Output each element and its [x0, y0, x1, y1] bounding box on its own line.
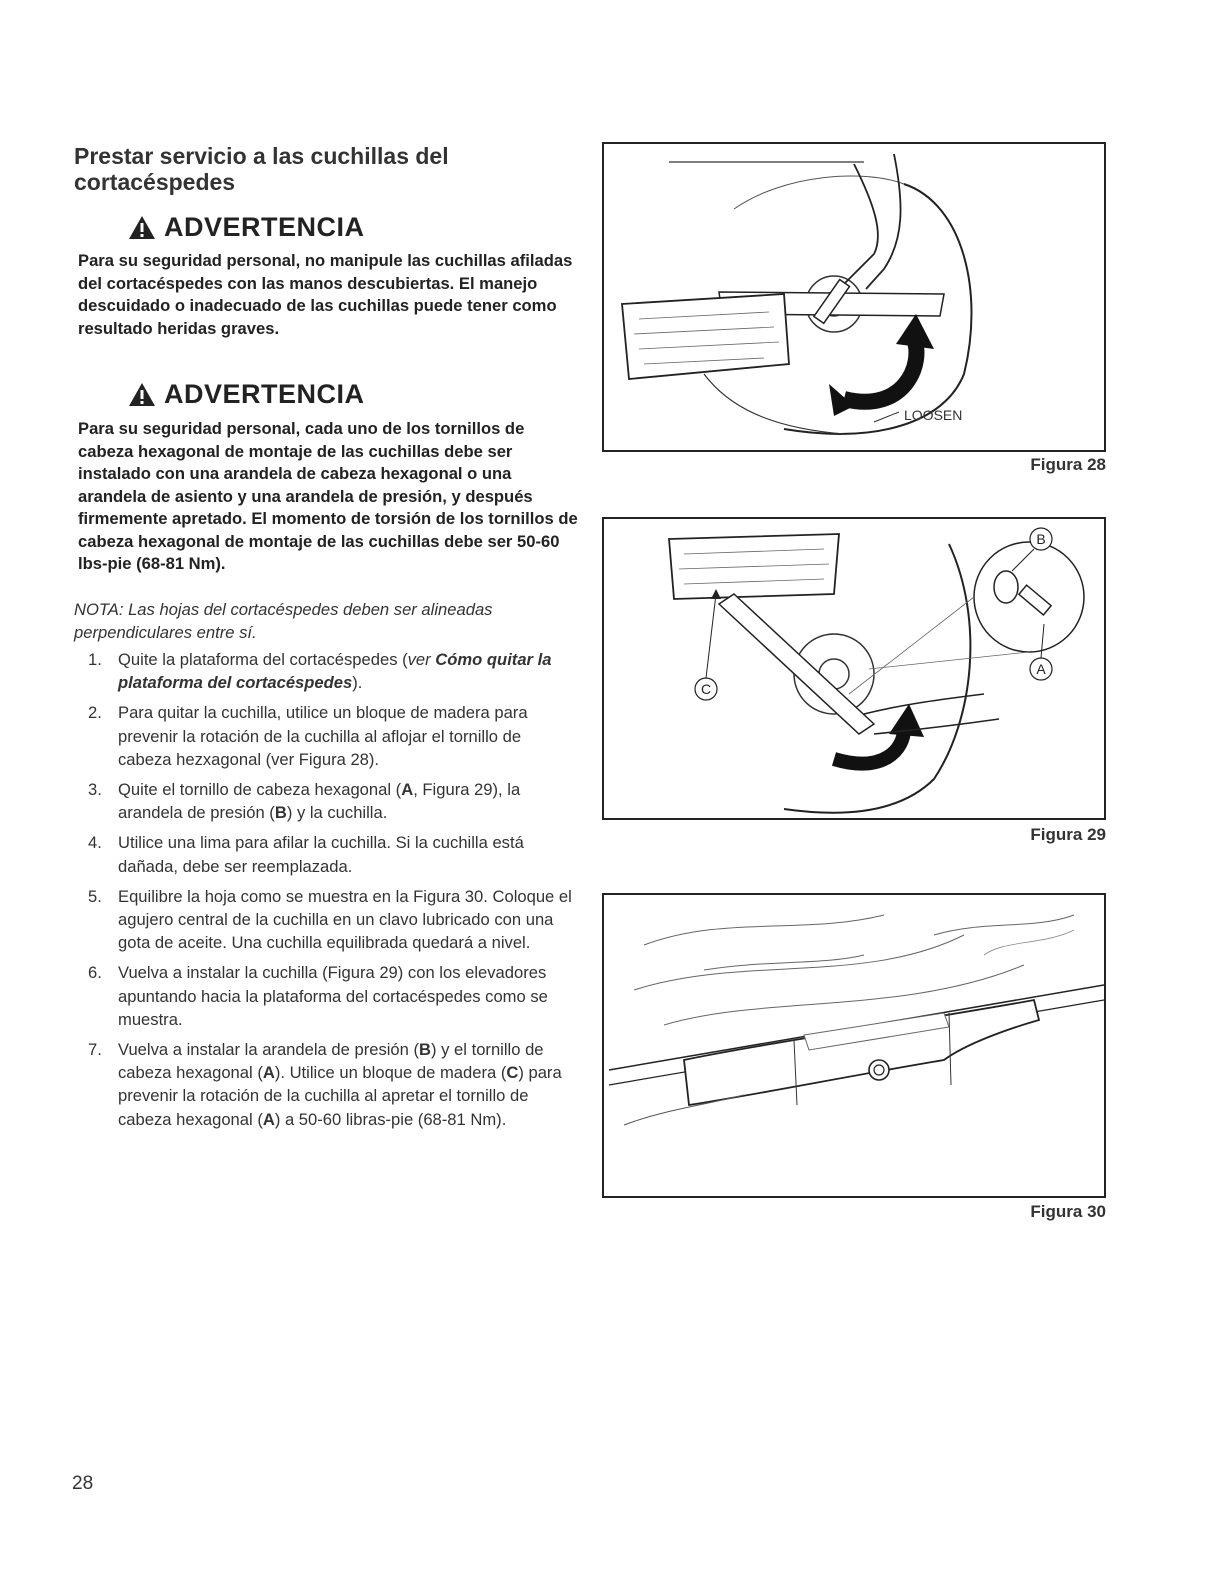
warning-1-body: Para su seguridad personal, no manipule las cuchillas afiladas del cortacéspedes con las manos descubiertas. El manejo descuidado o inadecuado de las cuchillas puede tener como resultado heridas graves. [78, 251, 573, 338]
step-ref-letter: C [506, 1063, 519, 1083]
list-item [74, 648, 578, 694]
steps-list [74, 648, 578, 1138]
figure-29-caption: Figura 29 [1030, 825, 1106, 844]
step-number: 4. [88, 833, 102, 853]
warning-triangle-icon [128, 215, 156, 240]
figure-28-illustration [604, 144, 1104, 450]
step-text: ). Utilice un bloque de madera ( [274, 1063, 507, 1083]
figure-28 [602, 142, 1106, 452]
step-number: 6. [88, 963, 102, 983]
label-a: A [1036, 661, 1046, 677]
list-item [74, 701, 578, 771]
step-ref-letter: A [401, 780, 414, 800]
step-number: 7. [88, 1040, 102, 1060]
step-text: ver [407, 650, 436, 669]
figure-30-caption: Figura 30 [1030, 1202, 1106, 1221]
figure-29 [602, 517, 1106, 820]
list-item [74, 961, 578, 1031]
step-number: 5. [88, 886, 102, 906]
step-text: ) para prevenir la rotación de la cuchilla al apretar el tornillo de cabeza hexagonal ( [118, 1063, 562, 1129]
step-ref-letter: A [262, 1109, 275, 1129]
step-text: Vuelva a instalar la arandela de presión ( [118, 1040, 420, 1060]
step-number: 2. [88, 703, 102, 723]
figure-30 [602, 893, 1106, 1198]
step-text: Utilice una lima para afilar la cuchilla. Si la cuchilla está dañada, debe ser reemplazada. [118, 833, 524, 876]
loosen-label: LOOSEN [904, 407, 963, 423]
step-ref-letter: B [419, 1040, 432, 1060]
step-ref-letter: A [262, 1063, 275, 1083]
warning-1-title-row [128, 212, 365, 243]
note-text: NOTA: Las hojas del cortacéspedes deben ser alineadas perpendiculares entre sí. [74, 600, 493, 642]
step-text: , Figura 29), la arandela de presión ( [118, 780, 521, 823]
list-item [74, 778, 578, 824]
step-reference: Cómo quitar la plataforma del cortacéspedes [118, 650, 552, 693]
step-text: Quite la plataforma del cortacéspedes ( [118, 650, 408, 669]
step-number: 1. [88, 650, 102, 669]
step-text: Vuelva a instalar la cuchilla (Figura 29) con los elevadores apuntando hacia la plataforma del cortacéspedes como se muestra. [118, 963, 548, 1029]
page-number: 28 [72, 1473, 94, 1494]
warning-2-title: ADVERTENCIA [164, 379, 365, 409]
step-text: ) a 50-60 libras-pie (68-81 Nm). [274, 1109, 507, 1129]
step-text: Para quitar la cuchilla, utilice un bloque de madera para prevenir la rotación de la cuchilla al aflojar el tornillo de cabeza hezxagonal (ver Figura 28). [118, 703, 528, 769]
step-text: ) y la cuchilla. [286, 803, 388, 823]
step-text: Quite el tornillo de cabeza hexagonal ( [118, 780, 402, 800]
list-item [74, 831, 578, 877]
list-item [74, 885, 578, 955]
figure-30-illustration [604, 895, 1104, 1196]
step-text: Equilibre la hoja como se muestra en la Figura 30. Coloque el agujero central de la cuchilla en un clavo lubricado con una gota de aceite. Una cuchilla equilibrada quedará a nivel. [118, 886, 572, 953]
step-ref-letter: B [274, 803, 287, 823]
step-number: 3. [88, 780, 102, 800]
figure-28-caption: Figura 28 [1030, 455, 1106, 474]
warning-triangle-icon [128, 382, 156, 407]
warning-1-title: ADVERTENCIA [164, 212, 365, 242]
figure-29-illustration [604, 519, 1104, 818]
step-text: ). [352, 673, 363, 693]
label-c: C [700, 681, 712, 697]
page-title: Prestar servicio a las cuchillas del cortacéspedes [74, 143, 449, 195]
warning-2-body: Para su seguridad personal, cada uno de los tornillos de cabeza hexagonal de montaje de las cuchillas debe ser instalado con una arandela de cabeza hexagonal o una arandela de asiento y una arandela de presión, y después firmemente apretado. El momento de torsión de los tornillos de cabeza hexagonal de montaje de las cuchillas debe ser 50-60 lbs-pie (68-81 Nm). [78, 419, 578, 573]
label-b: B [1036, 531, 1046, 547]
step-text: ) y el tornillo de cabeza hexagonal ( [118, 1040, 544, 1083]
list-item [74, 1038, 578, 1131]
warning-2-title-row [128, 379, 365, 410]
